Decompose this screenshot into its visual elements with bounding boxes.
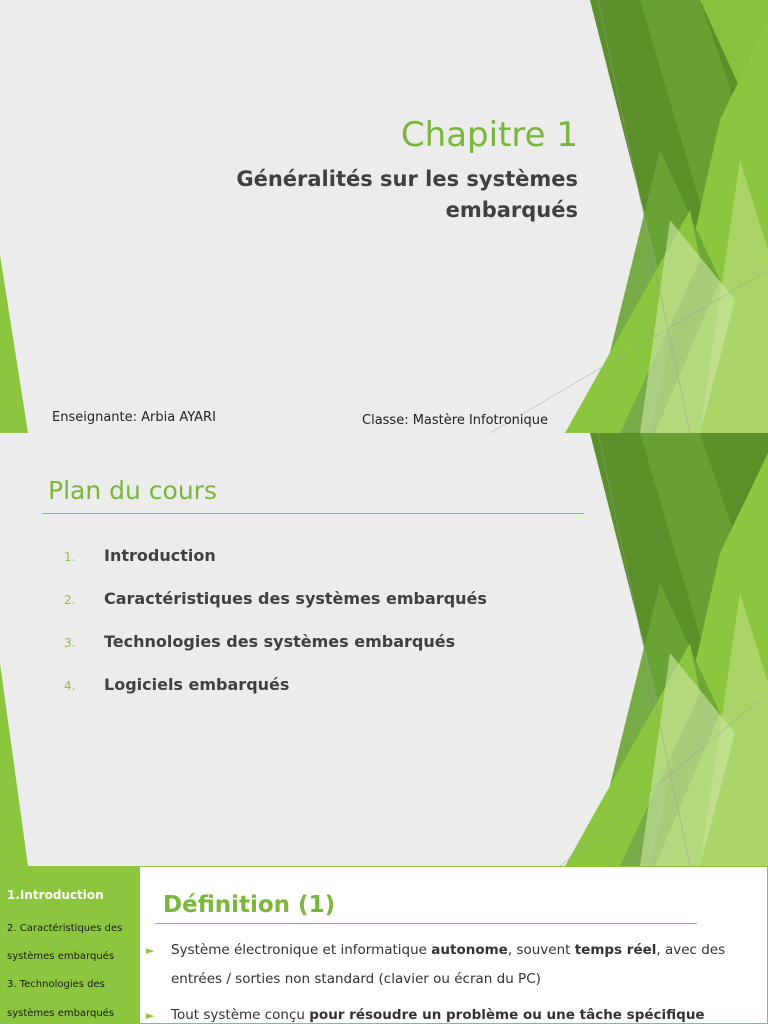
arrow-bullet-icon: ► bbox=[146, 1009, 155, 1022]
bullet-bold-text: pour résoudre un problème ou une tâche spécifique bbox=[309, 1007, 705, 1023]
bullet-text: , avec des entrées / sorties non standard (clavier ou écran du PC) bbox=[171, 942, 726, 987]
plan-item-number: 4. bbox=[64, 679, 76, 693]
definition-title: Définition (1) bbox=[163, 892, 336, 918]
arrow-bullet-icon: ► bbox=[146, 944, 155, 957]
chapter-subtitle: Généralités sur les systèmes embarqués bbox=[236, 167, 578, 222]
definition-bullets bbox=[146, 936, 756, 1024]
plan-item-number: 1. bbox=[64, 550, 76, 564]
sidebar-item-characteristics-cont[interactable]: systèmes embarqués bbox=[7, 951, 115, 962]
bullet-bold-text: autonome bbox=[431, 942, 508, 958]
sidebar-item-characteristics[interactable]: 2. Caractéristiques des bbox=[7, 923, 123, 934]
bullet-text: Système électronique et informatique bbox=[171, 942, 432, 958]
bullet-item bbox=[146, 936, 756, 994]
plan-item bbox=[64, 632, 487, 675]
class-name: Classe: Mastère Infotronique bbox=[362, 413, 549, 428]
plan-item-number: 3. bbox=[64, 636, 76, 650]
chapter-title: Chapitre 1 bbox=[400, 115, 578, 155]
plan-item bbox=[64, 589, 487, 632]
sidebar-item-technologies[interactable]: 3. Technologies des bbox=[7, 979, 105, 990]
slide-title bbox=[0, 0, 768, 433]
plan-item bbox=[64, 546, 487, 589]
title-underline bbox=[42, 513, 584, 514]
title-underline bbox=[155, 923, 697, 924]
plan-title: Plan du cours bbox=[48, 476, 217, 505]
plan-item-label: Introduction bbox=[104, 546, 216, 565]
plan-list bbox=[64, 546, 487, 718]
bullet-item bbox=[146, 1001, 756, 1024]
bullet-text: , souvent bbox=[507, 942, 575, 958]
plan-item-label: Logiciels embarqués bbox=[104, 675, 290, 694]
slide-definition bbox=[0, 866, 768, 1024]
teacher-name: Enseignante: Arbia AYARI bbox=[52, 410, 216, 425]
bullet-text: Tout système conçu bbox=[171, 1007, 310, 1023]
plan-item bbox=[64, 675, 487, 718]
sidebar-item-introduction[interactable]: 1.Introduction bbox=[7, 888, 104, 902]
plan-item-label: Technologies des systèmes embarqués bbox=[104, 632, 456, 651]
plan-item-label: Caractéristiques des systèmes embarqués bbox=[104, 589, 487, 608]
bullet-bold-text: temps réel bbox=[574, 942, 657, 958]
sidebar-item-technologies-cont[interactable]: systèmes embarqués bbox=[7, 1008, 115, 1019]
slide-course-plan bbox=[0, 433, 768, 866]
plan-item-number: 2. bbox=[64, 593, 76, 607]
